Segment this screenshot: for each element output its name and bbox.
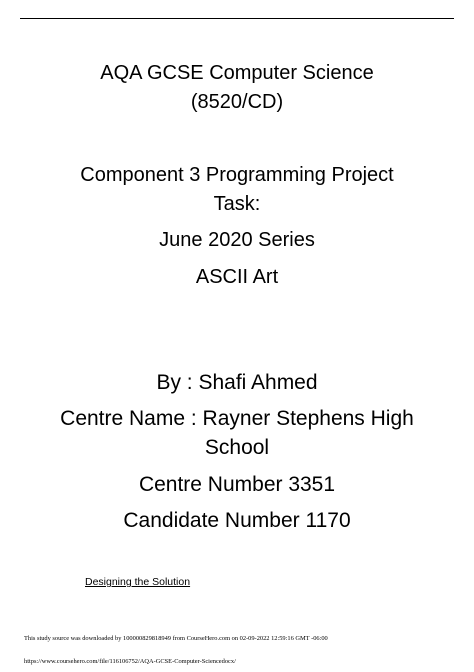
centre-number: Centre Number 3351 [138, 473, 336, 496]
download-notice: This study source was downloaded by 100000829818949 from CourseHero.com on 02-09-2022 12:59:16 GMT -06:00 [24, 635, 328, 642]
designing-solution-link[interactable]: Designing the Solution [85, 576, 191, 588]
centre-name-line-1: Centre Name : Rayner Stephens High [60, 407, 414, 430]
candidate-number: Candidate Number 1170 [123, 509, 351, 532]
project-title: ASCII Art [195, 266, 279, 288]
title-line-1: AQA GCSE Computer Science [100, 62, 374, 84]
title-line-2: (8520/CD) [190, 91, 284, 113]
source-url-link[interactable]: https://www.coursehero.com/file/116106752/AQA-GCSE-Computer-Sciencedocx/ [24, 658, 236, 665]
component-line-2: Task: [213, 193, 261, 215]
author-text: By : Shafi Ahmed [156, 371, 318, 394]
top-border-line [20, 18, 454, 19]
centre-name-line-2: School [204, 436, 270, 459]
component-line-1: Component 3 Programming Project [80, 164, 394, 186]
series-text: June 2020 Series [159, 229, 315, 251]
